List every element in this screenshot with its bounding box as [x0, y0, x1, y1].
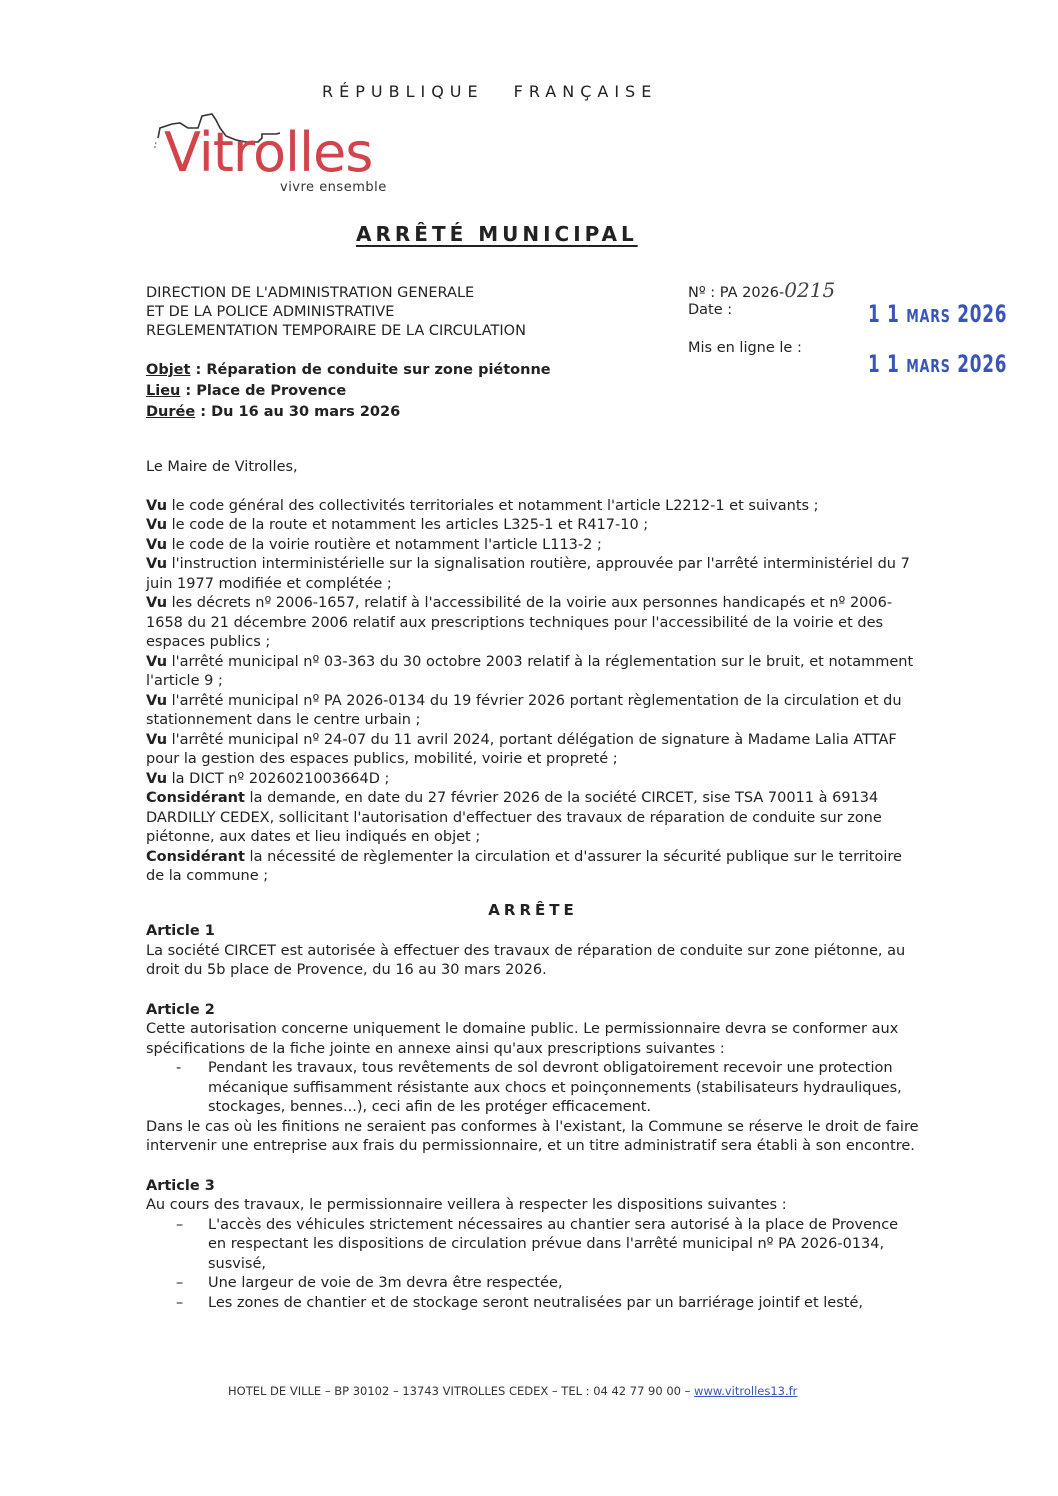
- bullet-item: [146, 1274, 920, 1294]
- date-stamp: [868, 300, 1007, 328]
- objet-line: [146, 360, 551, 381]
- consideration-lead: Vu: [146, 770, 168, 787]
- date-stamp-year: 2026: [957, 300, 1008, 328]
- arrete-heading: ARRÊTE: [488, 900, 578, 919]
- bullet-item: [146, 1216, 920, 1275]
- bullet-text: L'accès des véhicules strictement nécessaires au chantier sera autorisé à la place de Provence en respectant les dispositions de circulation prévue dans l'arrêté municipal nº PA 2026-0134, susvisé,: [208, 1216, 899, 1272]
- direction-line: REGLEMENTATION TEMPORAIRE DE LA CIRCULATION: [146, 323, 526, 339]
- article-1-text: La société CIRCET est autorisée à effectuer des travaux de réparation de conduite sur zone piétonne, au droit du 5b place de Provence, du 16 au 30 mars 2026.: [146, 942, 906, 978]
- article-3-title: Article 3: [146, 1177, 215, 1194]
- direction-line: DIRECTION DE L'ADMINISTRATION GENERALE: [146, 285, 475, 301]
- consideration-lead: Vu: [146, 536, 168, 553]
- online-stamp: [868, 350, 1007, 378]
- consideration-text: le code de la voirie routière et notamment l'article L113-2 ;: [167, 536, 602, 553]
- consideration-text: le code de la route et notamment les articles L325-1 et R417-10 ;: [167, 517, 649, 533]
- number-label: Nº : PA 2026-: [688, 285, 785, 301]
- online-stamp-year: 2026: [957, 350, 1008, 378]
- article-3-bullets: [146, 1216, 920, 1314]
- consideration-lead: Considérant: [146, 848, 245, 865]
- handwritten-number: 0215: [784, 278, 836, 302]
- consideration-lead: Vu: [146, 595, 168, 611]
- republique-word: RÉPUBLIQUE: [322, 82, 484, 101]
- bullet-item: [146, 1294, 920, 1314]
- consideration-text: les décrets nº 2006-1657, relatif à l'accessibilité de la voirie aux personnes handicapés et nº 2006-1658 du 21 décembre 2006 relatif aux prescriptions techniques pour l'accessibilité de la voirie et des espaces publics ;: [146, 595, 893, 650]
- consideration-item: [146, 848, 920, 887]
- consideration-item: [146, 516, 920, 536]
- salutation: Le Maire de Vitrolles,: [146, 459, 298, 475]
- lieu-line: [146, 381, 551, 402]
- consideration-lead: Vu: [146, 497, 168, 514]
- objet-label: Objet: [146, 362, 191, 378]
- consideration-item: [146, 594, 920, 653]
- consideration-text: le code général des collectivités territoriales et notamment l'article L2212-1 et suivants ;: [167, 497, 819, 514]
- duree-line: [146, 402, 551, 423]
- consideration-text: l'arrêté municipal nº 24-07 du 11 avril 2024, portant délégation de signature à Madame Lalia ATTAF pour la gestion des espaces publics, mobilité, voirie et propreté ;: [146, 731, 897, 767]
- article-2-outro: Dans le cas où les finitions ne seraient pas conformes à l'existant, la Commune se réserve le droit de faire intervenir une entreprise aux frais du permissionnaire, et un titre administratif sera établi à son encontre.: [146, 1118, 919, 1154]
- bullet-item: [146, 1059, 920, 1118]
- bullet-mark-icon: –: [176, 1275, 184, 1291]
- consideration-item: [146, 731, 920, 770]
- date-stamp-month: MARS: [906, 306, 951, 327]
- footer-website-link[interactable]: www.vitrolles13.fr: [694, 1384, 798, 1398]
- date-stamp-day: 1 1: [868, 300, 900, 328]
- republique-francaise-heading: [322, 82, 657, 101]
- objet-value: : Réparation de conduite sur zone piétonne: [190, 362, 551, 378]
- arrete-number: [688, 278, 835, 302]
- consideration-lead: Vu: [146, 731, 168, 748]
- consideration-item: [146, 536, 920, 556]
- bullet-mark-icon: –: [176, 1294, 184, 1311]
- consideration-text: la nécessité de règlementer la circulation et d'assurer la sécurité publique sur le territoire de la commune ;: [146, 848, 902, 884]
- consideration-text: l'arrêté municipal nº 03-363 du 30 octobre 2003 relatif à la réglementation sur le bruit, et notamment l'article 9 ;: [146, 653, 914, 689]
- consideration-lead: Considérant: [146, 790, 245, 806]
- article-1-title: Article 1: [146, 923, 215, 939]
- footer-address: HOTEL DE VILLE – BP 30102 – 13743 VITROLLES CEDEX – TEL : 04 42 77 90 00 –: [228, 1384, 695, 1398]
- consideration-text: la DICT nº 2026021003664D ;: [167, 770, 390, 787]
- bullet-text: Pendant les travaux, tous revêtements de sol devront obligatoirement recevoir une protection mécanique suffisamment résistante aux chocs et poinçonnements (stabilisateurs hydrauliques, stockages, bennes...), ceci afin de les protéger efficacement.: [208, 1060, 902, 1115]
- bullet-text: Les zones de chantier et de stockage seront neutralisées par un barriérage jointif et lesté,: [208, 1294, 863, 1311]
- article-2-bullets: [146, 1059, 920, 1118]
- considerations-list: [146, 497, 920, 887]
- online-stamp-day: 1 1: [868, 350, 900, 378]
- consideration-lead: Vu: [146, 517, 168, 533]
- article-2-intro: Cette autorisation concerne uniquement le domaine public. Le permissionnaire devra se conformer aux spécifications de la fiche jointe en annexe ainsi qu'aux prescriptions suivantes :: [146, 1021, 899, 1057]
- duree-value: : Du 16 au 30 mars 2026: [195, 404, 401, 420]
- document-body: [146, 458, 920, 1313]
- direction-block: [146, 284, 526, 341]
- consideration-text: la demande, en date du 27 février 2026 de la société CIRCET, sise TSA 70011 à 69134 DARDILLY CEDEX, sollicitant l'autorisation d'effectuer des travaux de réparation de conduite sur zone piétonne, aux dates et lieu indiqués en objet ;: [146, 790, 882, 845]
- consideration-text: l'arrêté municipal nº PA 2026-0134 du 19 février 2026 portant règlementation de la circulation et du stationnement dans le centre urbain ;: [146, 692, 902, 728]
- bullet-mark-icon: -: [176, 1060, 182, 1076]
- bullet-mark-icon: –: [176, 1216, 184, 1233]
- consideration-item: [146, 653, 920, 692]
- lieu-label: Lieu: [146, 383, 181, 399]
- article-3-intro: Au cours des travaux, le permissionnaire veillera à respecter les dispositions suivantes :: [146, 1197, 787, 1213]
- lieu-value: : Place de Provence: [180, 383, 347, 399]
- consideration-item: [146, 692, 920, 731]
- francaise-word: FRANÇAISE: [513, 82, 658, 101]
- consideration-item: [146, 789, 920, 848]
- consideration-item: [146, 555, 920, 594]
- consideration-text: l'instruction interministérielle sur la signalisation routière, approuvée par l'arrêté interministériel du 7 juin 1977 modifiée et complétée ;: [146, 556, 910, 592]
- article-2-title: Article 2: [146, 1001, 215, 1018]
- consideration-item: [146, 497, 920, 517]
- footer: [228, 1384, 797, 1398]
- consideration-lead: Vu: [146, 556, 168, 572]
- document-title: ARRÊTÉ MUNICIPAL: [356, 222, 638, 246]
- online-stamp-month: MARS: [906, 356, 951, 377]
- direction-line: ET DE LA POLICE ADMINISTRATIVE: [146, 304, 395, 320]
- bullet-text: Une largeur de voie de 3m devra être respectée,: [208, 1275, 563, 1291]
- subject-block: [146, 360, 551, 423]
- logo-wordmark: Vitrolles: [164, 121, 373, 184]
- consideration-lead: Vu: [146, 653, 168, 670]
- logo-tagline: vivre ensemble: [280, 180, 387, 195]
- consideration-lead: Vu: [146, 692, 168, 709]
- consideration-item: [146, 770, 920, 790]
- date-label: Date :: [688, 302, 733, 318]
- duree-label: Durée: [146, 404, 196, 420]
- vitrolles-logo: [150, 108, 410, 204]
- online-label: Mis en ligne le :: [688, 340, 802, 356]
